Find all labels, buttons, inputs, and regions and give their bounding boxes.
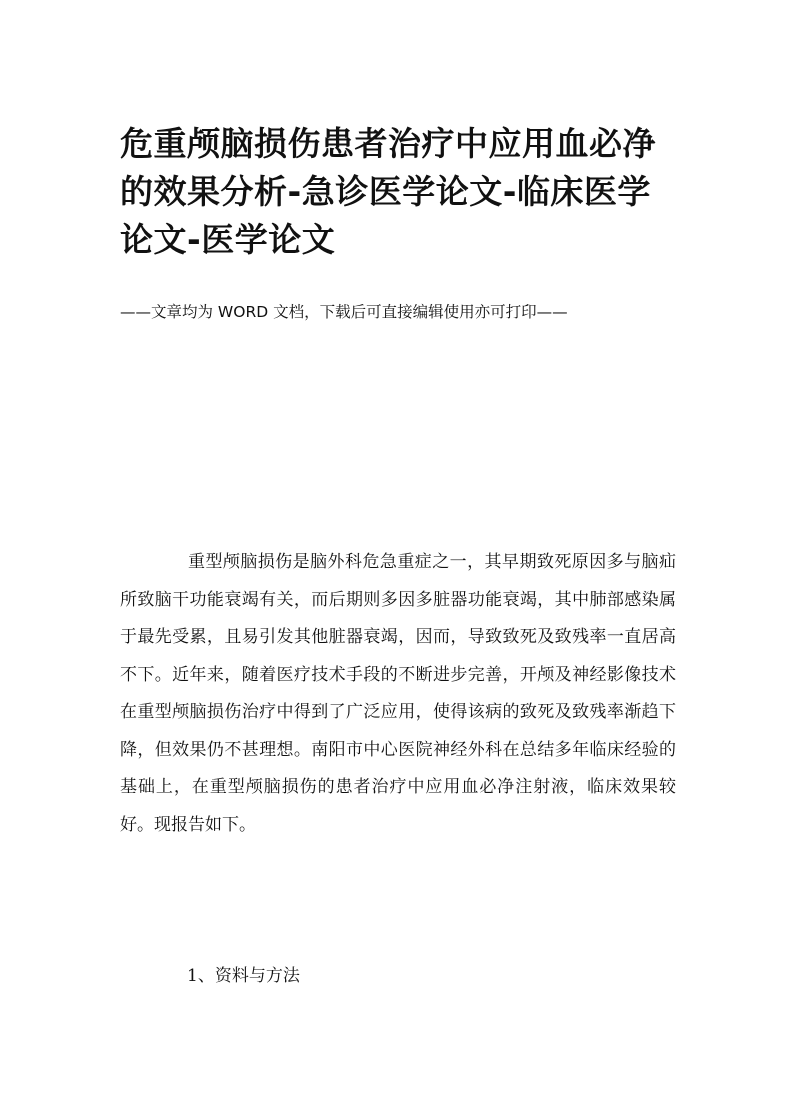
- document-subtitle: ——文章均为 WORD 文档，下载后可直接编辑使用亦可打印——: [120, 303, 568, 321]
- body-paragraph: 重型颅脑损伤是脑外科危急重症之一，其早期致死原因多与脑疝所致脑干功能衰竭有关，而后期则多因多脏器功能衰竭，其中肺部感染属于最先受累，且易引发其他脏器衰竭，因而，导致致死及致残率一直居高不下。近年来，随着医疗技术手段的不断进步完善，开颅及神经影像技术在重型颅脑损伤治疗中得到了广泛应用，使得该病的致死及致残率渐趋下降，但效果仍不甚理想。南阳市中心医院神经外科在总结多年临床经验的基础上，在重型颅脑损伤的患者治疗中应用血必净注射液，临床效果较好。现报告如下。: [120, 552, 676, 835]
- document-title: 危重颅脑损伤患者治疗中应用血必净的效果分析-急诊医学论文-临床医学论文-医学论文: [120, 124, 656, 259]
- section-heading: 1、资料与方法: [187, 966, 300, 986]
